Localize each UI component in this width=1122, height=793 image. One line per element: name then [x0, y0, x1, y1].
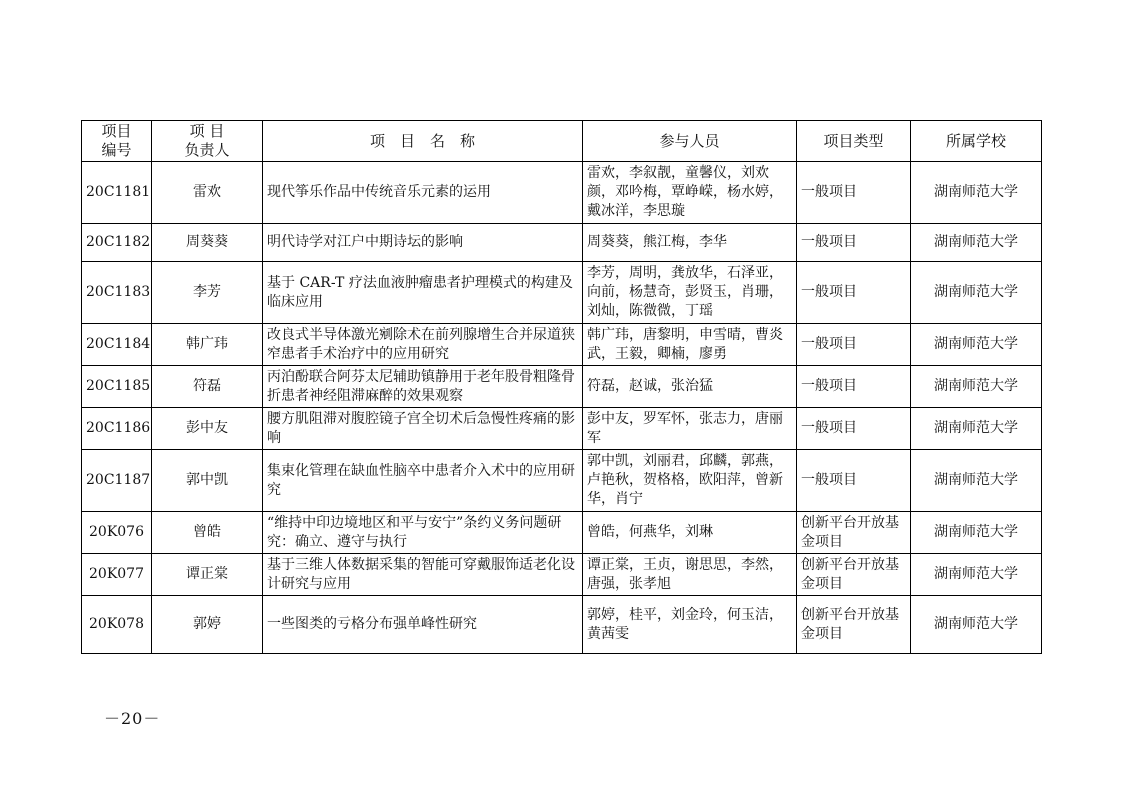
header-leader-line2: 负责人 — [184, 141, 230, 159]
page-number: －20－ — [104, 709, 161, 728]
cell-type: 一般项目 — [797, 408, 911, 450]
cell-school: 湖南师范大学 — [911, 596, 1042, 654]
table-row — [82, 512, 1042, 554]
cell-id: 20C1187 — [82, 450, 152, 512]
cell-id: 20K077 — [82, 554, 152, 596]
table-row — [82, 262, 1042, 324]
cell-project-name: 明代诗学对江户中期诗坛的影响 — [263, 224, 583, 262]
cell-id: 20K078 — [82, 596, 152, 654]
cell-id: 20C1185 — [82, 366, 152, 408]
cell-members: 雷欢，李叙靓，童馨仪，刘欢颜，邓吟梅，覃峥嵘，杨水婷，戴冰洋，李思璇 — [583, 162, 797, 224]
cell-project-name: 集束化管理在缺血性脑卒中患者介入术中的应用研究 — [263, 450, 583, 512]
cell-members: 郭中凯，刘丽君，邱麟，郭燕，卢艳秋，贺格格，欧阳萍，曾新华，肖宁 — [583, 450, 797, 512]
cell-leader: 郭婷 — [152, 596, 263, 654]
cell-leader: 雷欢 — [152, 162, 263, 224]
header-leader-line1: 项 目 — [189, 122, 225, 140]
table-row — [82, 366, 1042, 408]
table-row — [82, 554, 1042, 596]
cell-members: 郭婷，桂平，刘金玲，何玉洁，黄茜雯 — [583, 596, 797, 654]
table-row — [82, 162, 1042, 224]
cell-type: 一般项目 — [797, 450, 911, 512]
cell-school: 湖南师范大学 — [911, 366, 1042, 408]
table-row — [82, 408, 1042, 450]
cell-members: 符磊，赵诚，张治猛 — [583, 366, 797, 408]
cell-members: 谭正棠，王贞，谢思思，李然，唐强，张孝旭 — [583, 554, 797, 596]
table-row — [82, 324, 1042, 366]
table-row — [82, 224, 1042, 262]
cell-project-name: 基于三维人体数据采集的智能可穿戴服饰适老化设计研究与应用 — [263, 554, 583, 596]
cell-school: 湖南师范大学 — [911, 324, 1042, 366]
cell-leader: 郭中凯 — [152, 450, 263, 512]
cell-type: 一般项目 — [797, 324, 911, 366]
cell-members: 彭中友，罗军怀，张志力，唐丽军 — [583, 408, 797, 450]
cell-project-name: 现代筝乐作品中传统音乐元素的运用 — [263, 162, 583, 224]
cell-project-name: 一些图类的亏格分布强单峰性研究 — [263, 596, 583, 654]
cell-leader: 彭中友 — [152, 408, 263, 450]
header-id — [82, 121, 152, 162]
cell-id: 20C1186 — [82, 408, 152, 450]
header-members: 参与人员 — [583, 121, 797, 162]
table-row — [82, 450, 1042, 512]
cell-school: 湖南师范大学 — [911, 408, 1042, 450]
header-type: 项目类型 — [797, 121, 911, 162]
cell-school: 湖南师范大学 — [911, 554, 1042, 596]
header-id-line2: 编号 — [101, 141, 132, 159]
cell-school: 湖南师范大学 — [911, 512, 1042, 554]
header-id-line1: 项目 — [101, 122, 132, 140]
cell-type: 一般项目 — [797, 262, 911, 324]
cell-project-name: 改良式半导体激光剜除术在前列腺增生合并尿道狭窄患者手术治疗中的应用研究 — [263, 324, 583, 366]
cell-school: 湖南师范大学 — [911, 224, 1042, 262]
table-row — [82, 596, 1042, 654]
cell-members: 李芳，周明，龚放华，石泽亚，向前，杨慧奇，彭贤玉，肖珊，刘灿，陈微微，丁瑶 — [583, 262, 797, 324]
header-school: 所属学校 — [911, 121, 1042, 162]
cell-type: 一般项目 — [797, 224, 911, 262]
cell-school: 湖南师范大学 — [911, 262, 1042, 324]
cell-members: 曾皓，何燕华，刘琳 — [583, 512, 797, 554]
cell-id: 20C1184 — [82, 324, 152, 366]
header-leader — [152, 121, 263, 162]
cell-id: 20C1181 — [82, 162, 152, 224]
cell-type: 一般项目 — [797, 366, 911, 408]
cell-project-name: “维持中印边境地区和平与安宁”条约义务问题研究：确立、遵守与执行 — [263, 512, 583, 554]
header-name: 项 目 名 称 — [263, 121, 583, 162]
cell-leader: 符磊 — [152, 366, 263, 408]
cell-type: 创新平台开放基金项目 — [797, 596, 911, 654]
cell-leader: 曾皓 — [152, 512, 263, 554]
cell-project-name: 基于 CAR-T 疗法血液肿瘤患者护理模式的构建及临床应用 — [263, 262, 583, 324]
cell-id: 20K076 — [82, 512, 152, 554]
cell-type: 创新平台开放基金项目 — [797, 554, 911, 596]
cell-leader: 李芳 — [152, 262, 263, 324]
cell-project-name: 腰方肌阻滞对腹腔镜子宫全切术后急慢性疼痛的影响 — [263, 408, 583, 450]
cell-school: 湖南师范大学 — [911, 450, 1042, 512]
cell-school: 湖南师范大学 — [911, 162, 1042, 224]
cell-members: 周葵葵，熊江梅，李华 — [583, 224, 797, 262]
cell-project-name: 丙泊酚联合阿芬太尼辅助镇静用于老年股骨粗隆骨折患者神经阻滞麻醉的效果观察 — [263, 366, 583, 408]
cell-type: 一般项目 — [797, 162, 911, 224]
cell-members: 韩广玮，唐黎明，申雪晴，曹炎武，王毅，卿楠，廖勇 — [583, 324, 797, 366]
cell-leader: 周葵葵 — [152, 224, 263, 262]
cell-leader: 谭正棠 — [152, 554, 263, 596]
cell-type: 创新平台开放基金项目 — [797, 512, 911, 554]
cell-id: 20C1183 — [82, 262, 152, 324]
project-table — [81, 120, 1042, 654]
cell-leader: 韩广玮 — [152, 324, 263, 366]
cell-id: 20C1182 — [82, 224, 152, 262]
table-header-row — [82, 121, 1042, 162]
